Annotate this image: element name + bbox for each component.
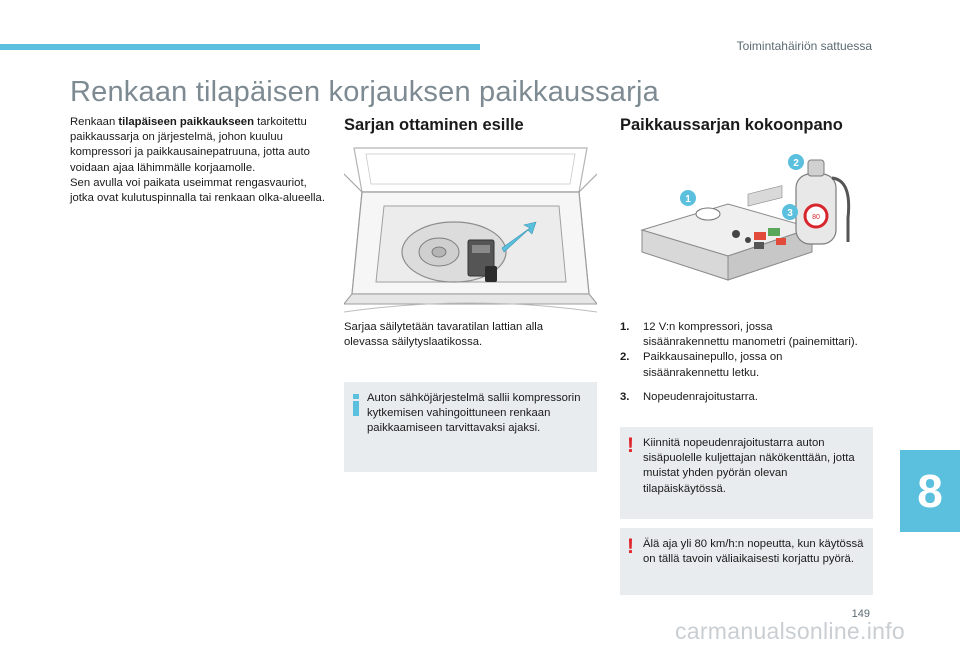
chapter-number: 8	[917, 465, 943, 517]
intro-text: Renkaan tilapäiseen paikkaukseen tarkoitettu paikkaussarja on järjestelmä, johon kuuluu kompressori ja paikkausainepatruuna, jotta auto voidaan ajaa lähimmälle korjaamolle. Sen avulla voi paikata useimmat rengasvauriot, jotka ovat kulutuspinnalla tai renkaan olka-alueella.	[70, 116, 325, 205]
list-item: 3. Nopeudenrajoitustarra.	[620, 390, 758, 403]
info-box	[344, 382, 597, 472]
warning-box-sticker	[620, 427, 873, 519]
warning-box-speed	[620, 528, 873, 595]
header-accent-bar	[0, 44, 480, 50]
label-3: 3	[787, 208, 793, 219]
section-title: Toimintahäiriön sattuessa	[736, 39, 872, 53]
heading-kit-contents: Paikkaussarjan kokoonpano	[620, 116, 843, 134]
warning-icon: !	[627, 535, 634, 558]
trunk-illustration	[344, 144, 597, 314]
kit-contents-list	[620, 320, 860, 414]
label-1: 1	[685, 194, 691, 205]
storage-caption: Sarjaa säilytetään tavaratilan lattian alla olevassa säilytyslaatikossa.	[344, 321, 544, 349]
list-item: 1. 12 V:n kompressori, jossa sisäänrakennettu manometri (painemittari).	[620, 321, 858, 349]
watermark: carmanualsonline.info	[674, 618, 905, 644]
info-text: Auton sähköjärjestelmä sallii kompressorin kytkemisen vahingoittuneen renkaan paikkaamiseen tarvittavaksi ajaksi.	[367, 392, 581, 435]
chapter-tab	[900, 450, 960, 532]
list-item: 2. Paikkausainepullo, jossa on sisäänrakennettu letku.	[620, 351, 783, 379]
intro-bold: tilapäiseen paikkaukseen	[118, 116, 254, 128]
heading-getting-kit: Sarjan ottaminen esille	[344, 116, 524, 134]
info-icon	[351, 394, 361, 416]
repair-kit-illustration	[636, 148, 860, 290]
warning-icon: !	[627, 434, 634, 457]
page-number: 149	[851, 608, 870, 620]
svg-text:80: 80	[812, 214, 820, 221]
label-2: 2	[793, 158, 799, 169]
warning-text: Kiinnitä nopeudenrajoitustarra auton sisäpuolelle kuljettajan näkökenttään, jotta muistat yhden pyörän olevan tilapäiskäytössä.	[643, 437, 855, 495]
warning-text: Älä aja yli 80 km/h:n nopeutta, kun käytössä on tällä tavoin väliaikaisesti korjattu pyörä.	[643, 538, 864, 566]
page-title: Renkaan tilapäisen korjauksen paikkaussarja	[70, 76, 659, 108]
